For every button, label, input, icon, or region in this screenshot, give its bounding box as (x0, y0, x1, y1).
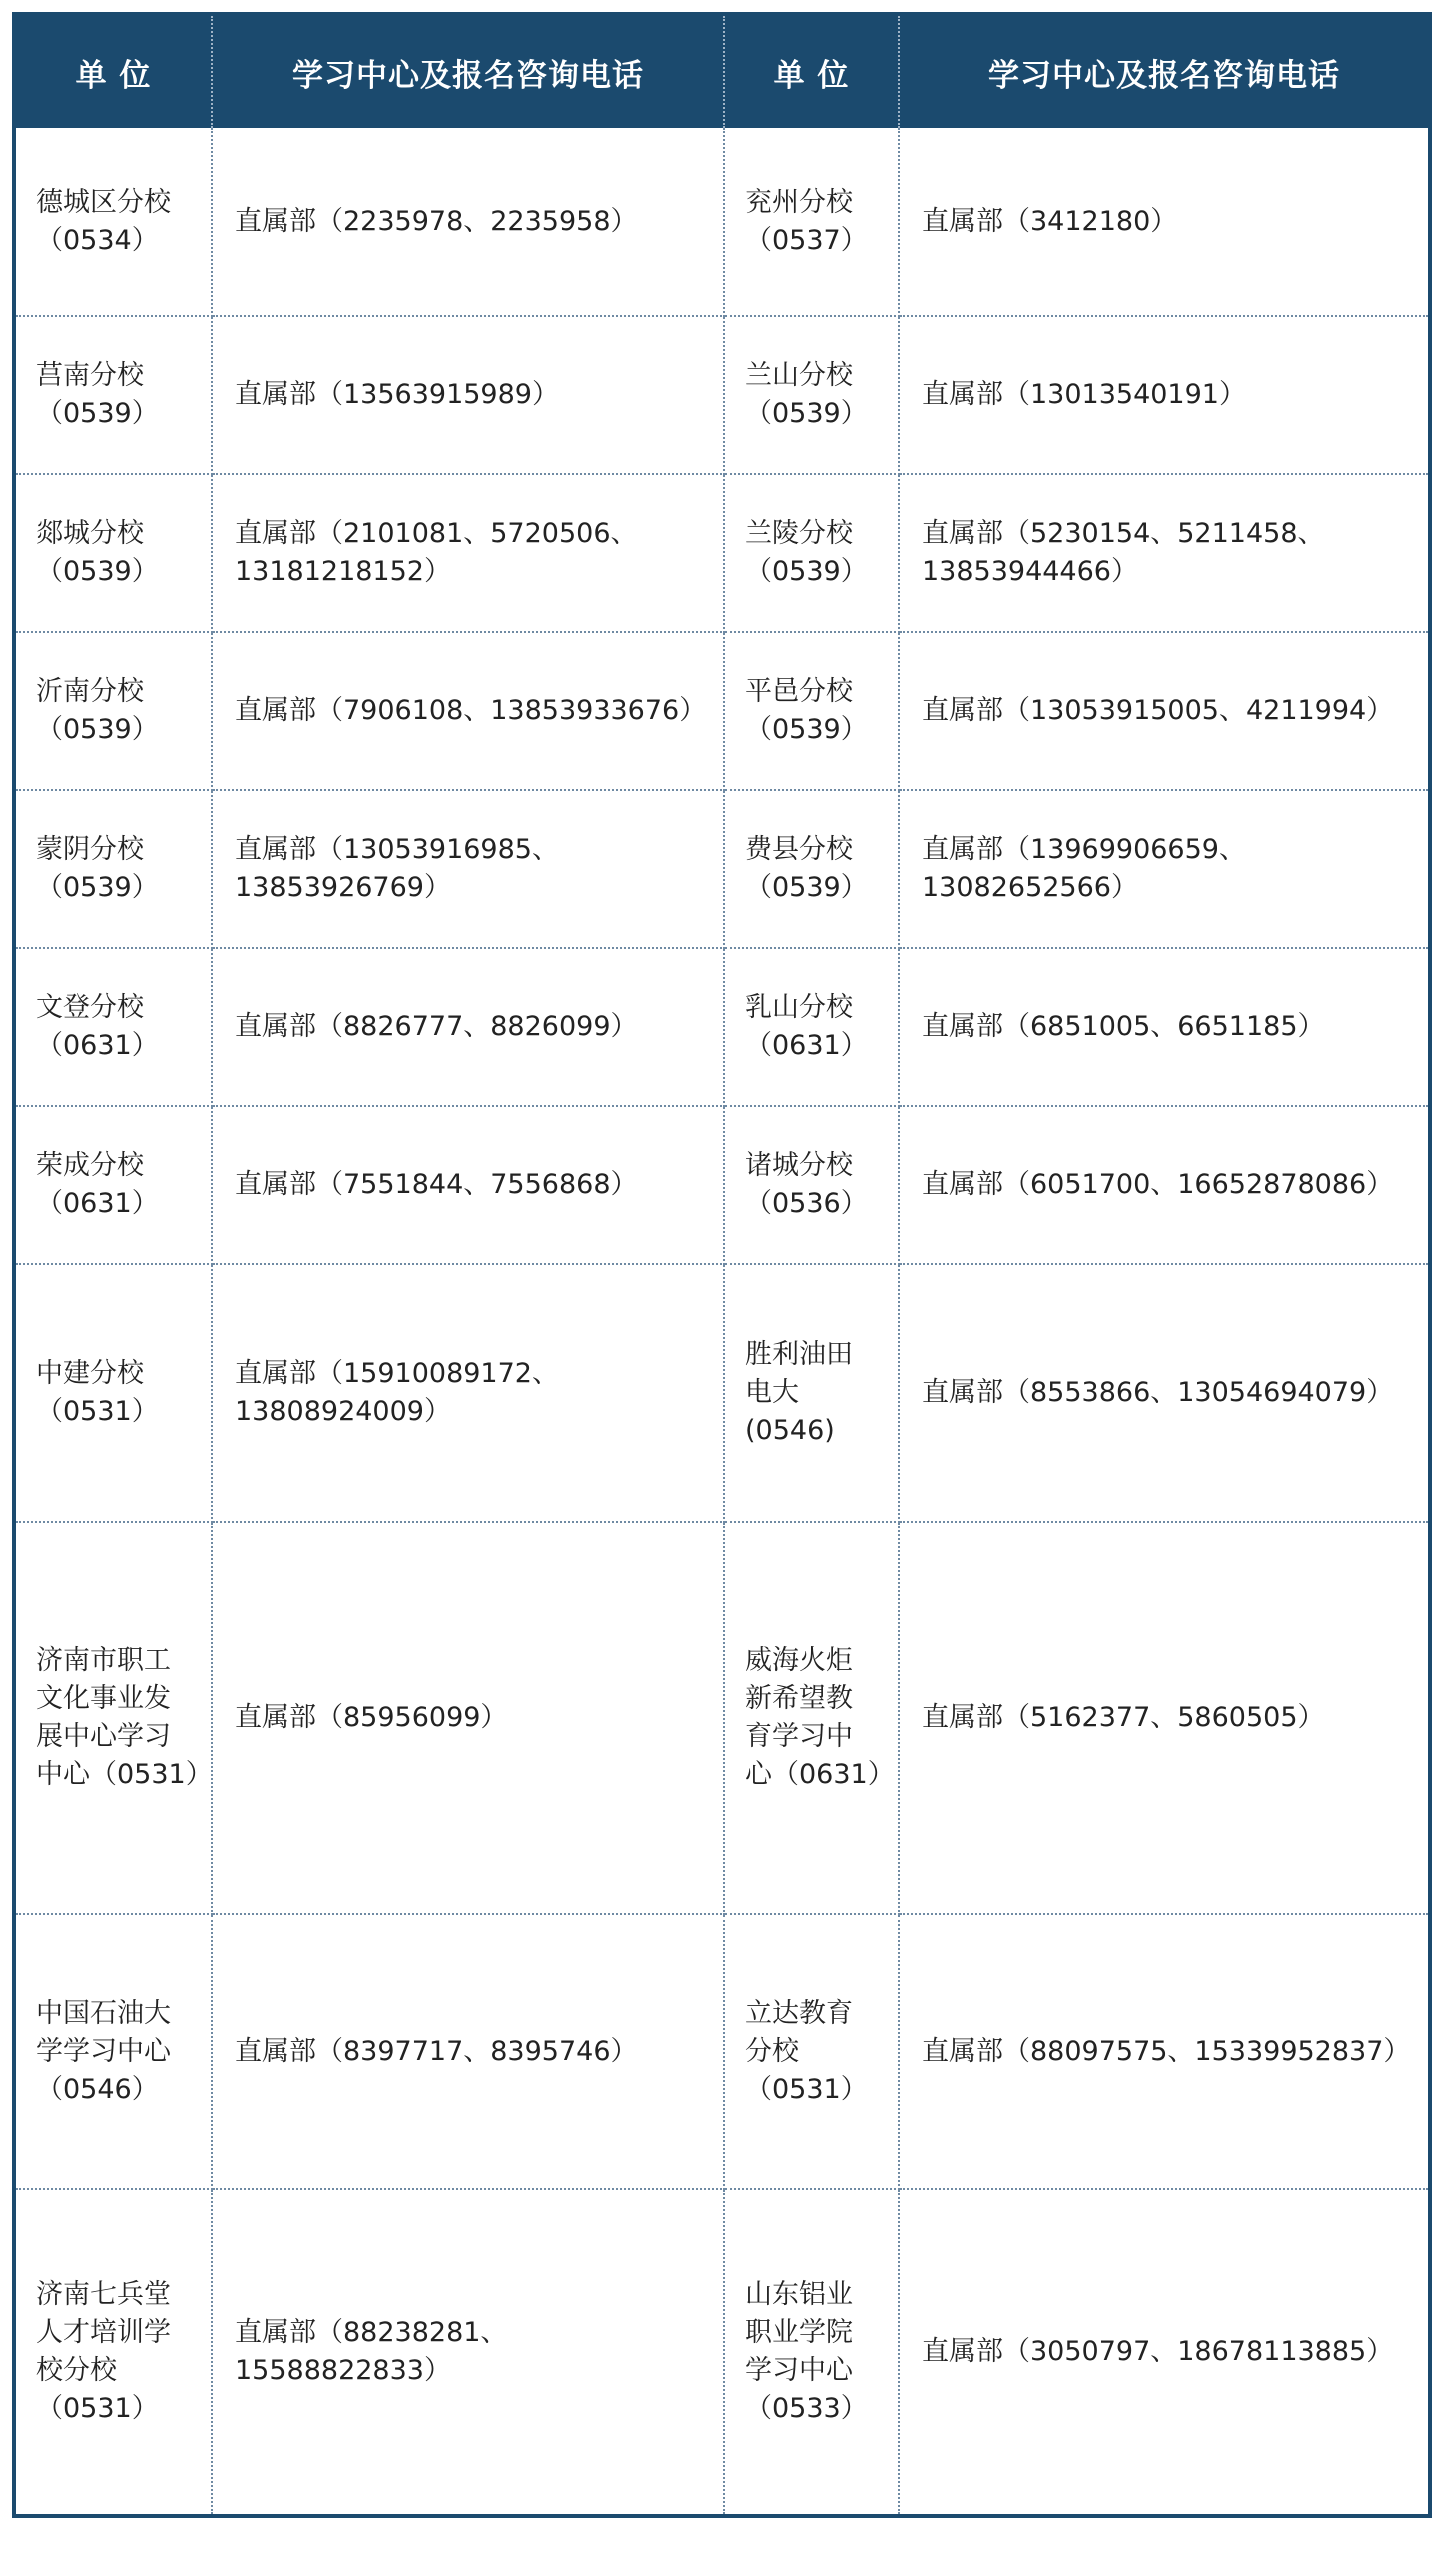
contact-cell-right (899, 1106, 1430, 1264)
unit-cell-right (724, 2189, 899, 2516)
unit-cell-right-line: 学习中心 (745, 2355, 853, 2386)
unit-cell-right-line: 平邑分校 (745, 676, 853, 707)
unit-cell-left-line: （0534） (36, 224, 159, 256)
contact-cell-left-line: 直属部（8826777、8826099） (235, 1011, 638, 1042)
unit-cell-right-line: （0531） (745, 2073, 868, 2105)
contact-cell-right-line: 直属部（5162377、5860505） (922, 1702, 1325, 1733)
table-row (14, 474, 1430, 632)
unit-cell-left-line: 校分校 (36, 2355, 117, 2386)
contact-cell-left (212, 1106, 724, 1264)
table-row (14, 790, 1430, 948)
contact-cell-right-line: 13853944466） (922, 556, 1138, 587)
table-row (14, 2189, 1430, 2516)
contact-cell-right (899, 2189, 1430, 2516)
table-row (14, 128, 1430, 316)
unit-cell-right-line: 分校 (745, 2035, 799, 2067)
unit-cell-right (724, 790, 899, 948)
unit-cell-right-line: 兖州分校 (745, 186, 853, 218)
contact-cell-right (899, 474, 1430, 632)
contact-cell-right (899, 632, 1430, 790)
unit-cell-left-line: （0539） (36, 556, 159, 587)
contact-cell-right (899, 316, 1430, 474)
contact-cell-left (212, 1522, 724, 1914)
unit-cell-right (724, 1914, 899, 2189)
unit-cell-left (14, 632, 212, 790)
contact-cell-right-line: 直属部（8553866、13054694079） (922, 1377, 1394, 1408)
contact-cell-right (899, 1522, 1430, 1914)
unit-cell-right-line: 电大 (745, 1377, 799, 1408)
unit-cell-right (724, 1522, 899, 1914)
contact-cell-right (899, 128, 1430, 316)
unit-cell-right-line: 兰山分校 (745, 360, 853, 391)
contact-cell-left-line: 13181218152） (235, 556, 451, 587)
unit-cell-right-line: 兰陵分校 (745, 518, 853, 549)
unit-cell-right (724, 632, 899, 790)
table-row (14, 1106, 1430, 1264)
contact-cell-left-line: 直属部（7906108、13853933676） (235, 695, 707, 726)
contact-cell-right (899, 948, 1430, 1106)
unit-cell-left-line: （0531） (36, 1396, 159, 1427)
contact-cell-left (212, 2189, 724, 2516)
contact-cell-right-line: 直属部（3050797、18678113885） (922, 2336, 1394, 2367)
unit-cell-left-line: 中建分校 (36, 1358, 144, 1389)
unit-cell-right (724, 1106, 899, 1264)
unit-cell-right-line: 费县分校 (745, 834, 853, 865)
header-contact-right: 学习中心及报名咨询电话 (899, 14, 1430, 128)
unit-cell-left-line: 沂南分校 (36, 676, 144, 707)
contact-cell-right-line: 直属部（3412180） (922, 205, 1178, 237)
unit-cell-left (14, 1264, 212, 1522)
table-header-row (14, 14, 1430, 128)
unit-cell-left (14, 948, 212, 1106)
unit-cell-right-line: 育学习中 (745, 1721, 853, 1752)
contact-cell-right-line: 13082652566） (922, 872, 1138, 903)
unit-cell-right-line: (0546) (745, 1415, 835, 1446)
table-row (14, 1264, 1430, 1522)
unit-cell-left-line: 德城区分校 (36, 186, 171, 218)
unit-cell-left (14, 316, 212, 474)
table-row (14, 632, 1430, 790)
unit-cell-right-line: 心（0631） (745, 1759, 895, 1790)
header-unit-left: 单 位 (14, 14, 212, 128)
unit-cell-left-line: 郯城分校 (36, 518, 144, 549)
contact-cell-left (212, 128, 724, 316)
unit-cell-right (724, 1264, 899, 1522)
contact-cell-right-line: 直属部（13013540191） (922, 379, 1246, 410)
unit-cell-left-line: 济南七兵堂 (36, 2279, 171, 2310)
unit-cell-left-line: 蒙阴分校 (36, 834, 144, 865)
unit-cell-right-line: （0533） (745, 2393, 868, 2424)
unit-cell-right-line: （0539） (745, 398, 868, 429)
unit-cell-left (14, 1914, 212, 2189)
unit-cell-right-line: 山东铝业 (745, 2279, 853, 2310)
unit-cell-left (14, 128, 212, 316)
contact-cell-right-line: 直属部（13969906659、 (922, 834, 1246, 865)
unit-cell-left (14, 2189, 212, 2516)
contact-cell-left-line: 直属部（8397717、8395746） (235, 2035, 638, 2067)
contact-cell-left (212, 632, 724, 790)
contact-cell-left-line: 15588822833） (235, 2355, 451, 2386)
unit-cell-right-line: （0539） (745, 714, 868, 745)
contact-cell-right-line: 直属部（88097575、15339952837） (922, 2035, 1411, 2067)
contact-table (12, 12, 1432, 2518)
table-row (14, 948, 1430, 1106)
unit-cell-right-line: 胜利油田 (745, 1339, 853, 1370)
contact-cell-left-line: 直属部（88238281、 (235, 2317, 508, 2348)
contact-cell-left (212, 948, 724, 1106)
contact-cell-left (212, 1264, 724, 1522)
unit-cell-left-line: 荣成分校 (36, 1150, 144, 1181)
unit-cell-left (14, 1106, 212, 1264)
contact-cell-right-line: 直属部（6051700、16652878086） (922, 1169, 1394, 1200)
unit-cell-left-line: 中国石油大 (36, 1997, 171, 2029)
contact-cell-left-line: 直属部（2101081、5720506、 (235, 518, 638, 549)
unit-cell-left-line: （0531） (36, 2393, 159, 2424)
unit-cell-right-line: （0536） (745, 1188, 868, 1219)
unit-cell-left-line: （0539） (36, 714, 159, 745)
unit-cell-left-line: （0546） (36, 2073, 159, 2105)
unit-cell-right-line: （0539） (745, 872, 868, 903)
contact-cell-left-line: 直属部（15910089172、 (235, 1358, 559, 1389)
unit-cell-left-line: 中心（0531） (36, 1759, 213, 1790)
contact-cell-right (899, 1264, 1430, 1522)
header-contact-left: 学习中心及报名咨询电话 (212, 14, 724, 128)
unit-cell-right-line: （0539） (745, 556, 868, 587)
unit-cell-right-line: 诸城分校 (745, 1150, 853, 1181)
unit-cell-left-line: 学学习中心 (36, 2035, 171, 2067)
unit-cell-right (724, 474, 899, 632)
contact-cell-right (899, 790, 1430, 948)
unit-cell-left (14, 1522, 212, 1914)
contact-table-container (12, 12, 1428, 2518)
contact-cell-left-line: 直属部（13563915989） (235, 379, 559, 410)
contact-cell-right-line: 直属部（5230154、5211458、 (922, 518, 1325, 549)
contact-cell-right-line: 直属部（13053915005、4211994） (922, 695, 1394, 726)
unit-cell-left-line: 济南市职工 (36, 1645, 171, 1676)
unit-cell-left-line: 人才培训学 (36, 2317, 171, 2348)
unit-cell-left-line: （0631） (36, 1030, 159, 1061)
contact-cell-left (212, 316, 724, 474)
contact-cell-left-line: 直属部（7551844、7556868） (235, 1169, 638, 1200)
unit-cell-left-line: （0539） (36, 872, 159, 903)
unit-cell-right-line: 乳山分校 (745, 992, 853, 1023)
contact-cell-left-line: 直属部（2235978、2235958） (235, 205, 638, 237)
table-body (14, 128, 1430, 2516)
unit-cell-left (14, 474, 212, 632)
contact-cell-left (212, 474, 724, 632)
contact-cell-right (899, 1914, 1430, 2189)
contact-cell-right-line: 直属部（6851005、6651185） (922, 1011, 1325, 1042)
unit-cell-left-line: 文化事业发 (36, 1683, 171, 1714)
unit-cell-right-line: （0631） (745, 1030, 868, 1061)
contact-cell-left-line: 直属部（85956099） (235, 1702, 508, 1733)
unit-cell-left-line: （0631） (36, 1188, 159, 1219)
header-unit-right: 单 位 (724, 14, 899, 128)
contact-cell-left-line: 直属部（13053916985、 (235, 834, 559, 865)
unit-cell-right-line: 威海火炬 (745, 1645, 853, 1676)
table-row (14, 316, 1430, 474)
unit-cell-left (14, 790, 212, 948)
unit-cell-right-line: 立达教育 (745, 1997, 853, 2029)
unit-cell-right-line: 职业学院 (745, 2317, 853, 2348)
unit-cell-left-line: 莒南分校 (36, 360, 144, 391)
unit-cell-left-line: 文登分校 (36, 992, 144, 1023)
unit-cell-right (724, 316, 899, 474)
table-row (14, 1522, 1430, 1914)
contact-cell-left (212, 1914, 724, 2189)
unit-cell-right-line: （0537） (745, 224, 868, 256)
unit-cell-left-line: （0539） (36, 398, 159, 429)
unit-cell-right (724, 128, 899, 316)
contact-cell-left (212, 790, 724, 948)
unit-cell-right-line: 新希望教 (745, 1683, 853, 1714)
unit-cell-right (724, 948, 899, 1106)
contact-cell-left-line: 13808924009） (235, 1396, 451, 1427)
contact-cell-left-line: 13853926769） (235, 872, 451, 903)
table-row (14, 1914, 1430, 2189)
unit-cell-left-line: 展中心学习 (36, 1721, 171, 1752)
